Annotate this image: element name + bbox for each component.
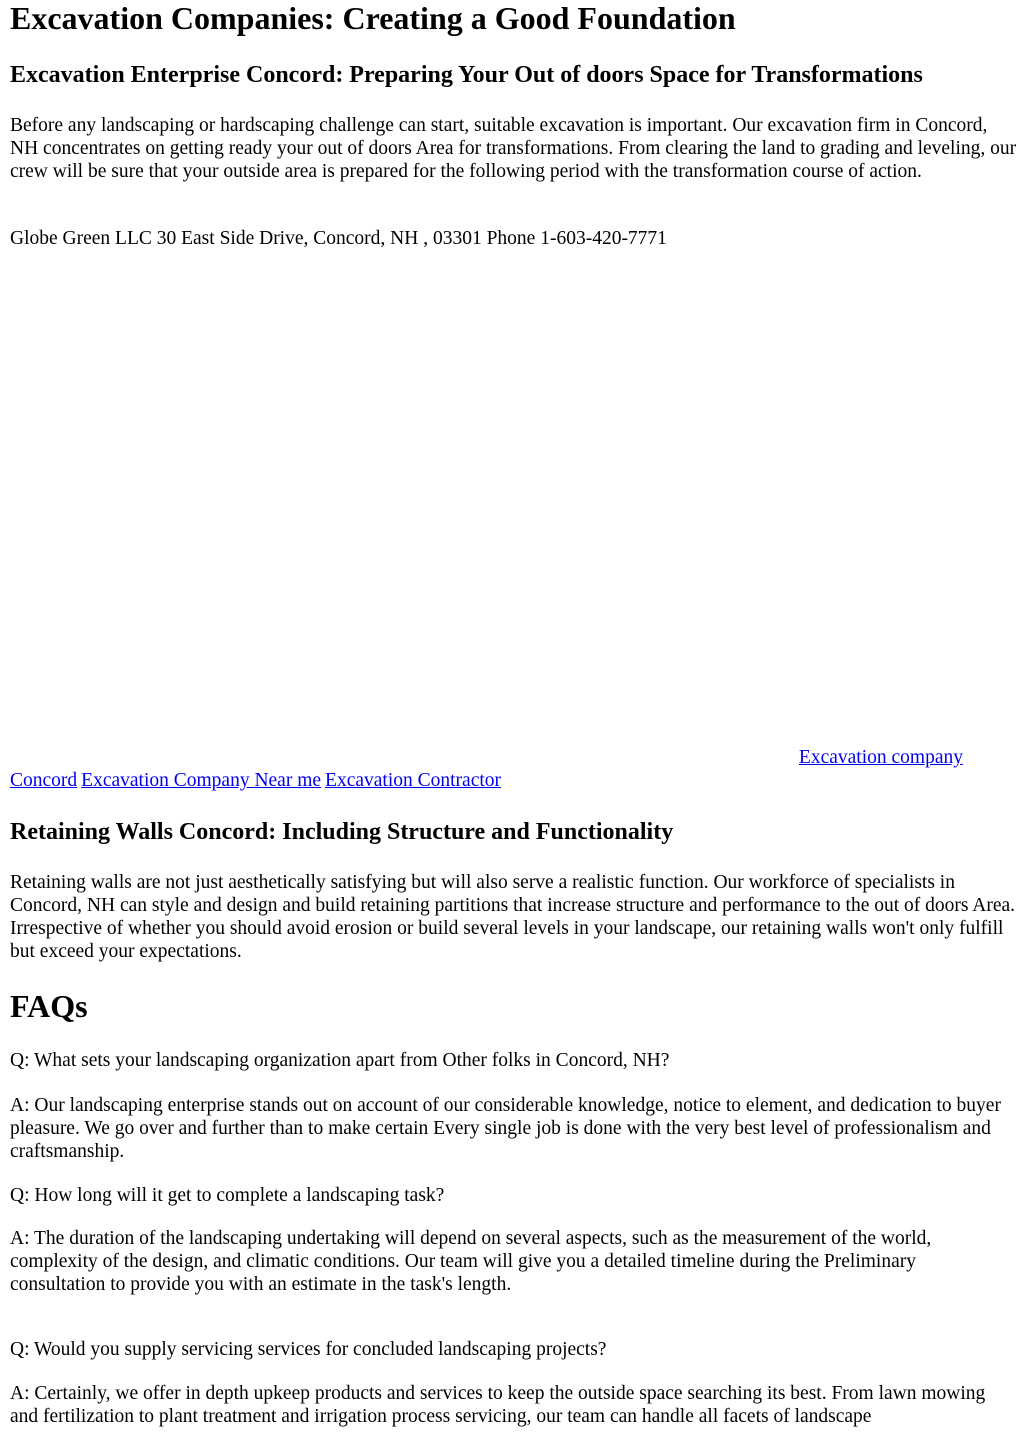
address-line: Globe Green LLC 30 East Side Drive, Concord, NH , 03301 Phone 1-603-420-7771 (10, 228, 667, 249)
faq-question: Q: What sets your landscaping organization apart from Other folks in Concord, NH? (10, 1050, 670, 1071)
section-heading-retaining-walls: Retaining Walls Concord: Including Structure and Functionality (10, 819, 674, 845)
faq-question: Q: Would you supply servicing services for concluded landscaping projects? (10, 1339, 607, 1360)
embedded-map-area (10, 260, 1010, 740)
section-heading-excavation: Excavation Enterprise Concord: Preparing Your Out of doors Space for Transformations (10, 62, 923, 88)
retaining-walls-paragraph: Retaining walls are not just aesthetically satisfying but will also serve a realistic function. Our workforce of specialists in Concord, NH can style and design and build retaining partitions that increase structure and performance to the out of doors Area. Irrespective of whether you should avoid erosion or build several levels in your landscape, our retaining walls won't only fulfill but exceed your expectations. (10, 872, 1016, 962)
link-concord[interactable]: Concord (10, 770, 78, 791)
faq-heading: FAQs (10, 988, 88, 1024)
faq-answer: A: Our landscaping enterprise stands out on account of our considerable knowledge, notice to element, and dedication to buyer pleasure. We go over and further than to make certain Every single job is done with the very best level of professionalism and craftsmanship. (10, 1095, 1001, 1162)
link-excavation-contractor[interactable]: Excavation Contractor (325, 770, 502, 791)
link-excavation-company-near-me[interactable]: Excavation Company Near me (81, 770, 322, 791)
faq-question: Q: How long will it get to complete a landscaping task? (10, 1185, 445, 1206)
faq-answer: A: The duration of the landscaping undertaking will depend on several aspects, such as the measurement of the world, complexity of the design, and climatic conditions. Our team will give you a detailed timeline during the Preliminary consultation to provide you with an estimate in the task's length. (10, 1228, 932, 1295)
link-row-top (799, 747, 963, 769)
faq-answer: A: Certainly, we offer in depth upkeep products and services to keep the outside space searching its best. From lawn mowing and fertilization to plant treatment and irrigation process servicing, our team can handle all facets of landscape (10, 1383, 986, 1427)
link-row-bottom (10, 770, 501, 792)
link-excavation-company[interactable]: Excavation company (798, 747, 963, 768)
intro-paragraph: Before any landscaping or hardscaping challenge can start, suitable excavation is important. Our excavation firm in Concord, NH concentrates on getting ready your out of doors Area for transformations. From clearing the land to grading and leveling, our crew will be sure that your outside area is prepared for the following period with the transformation course of action. (10, 115, 1017, 182)
page-title: Excavation Companies: Creating a Good Foundation (10, 0, 736, 36)
